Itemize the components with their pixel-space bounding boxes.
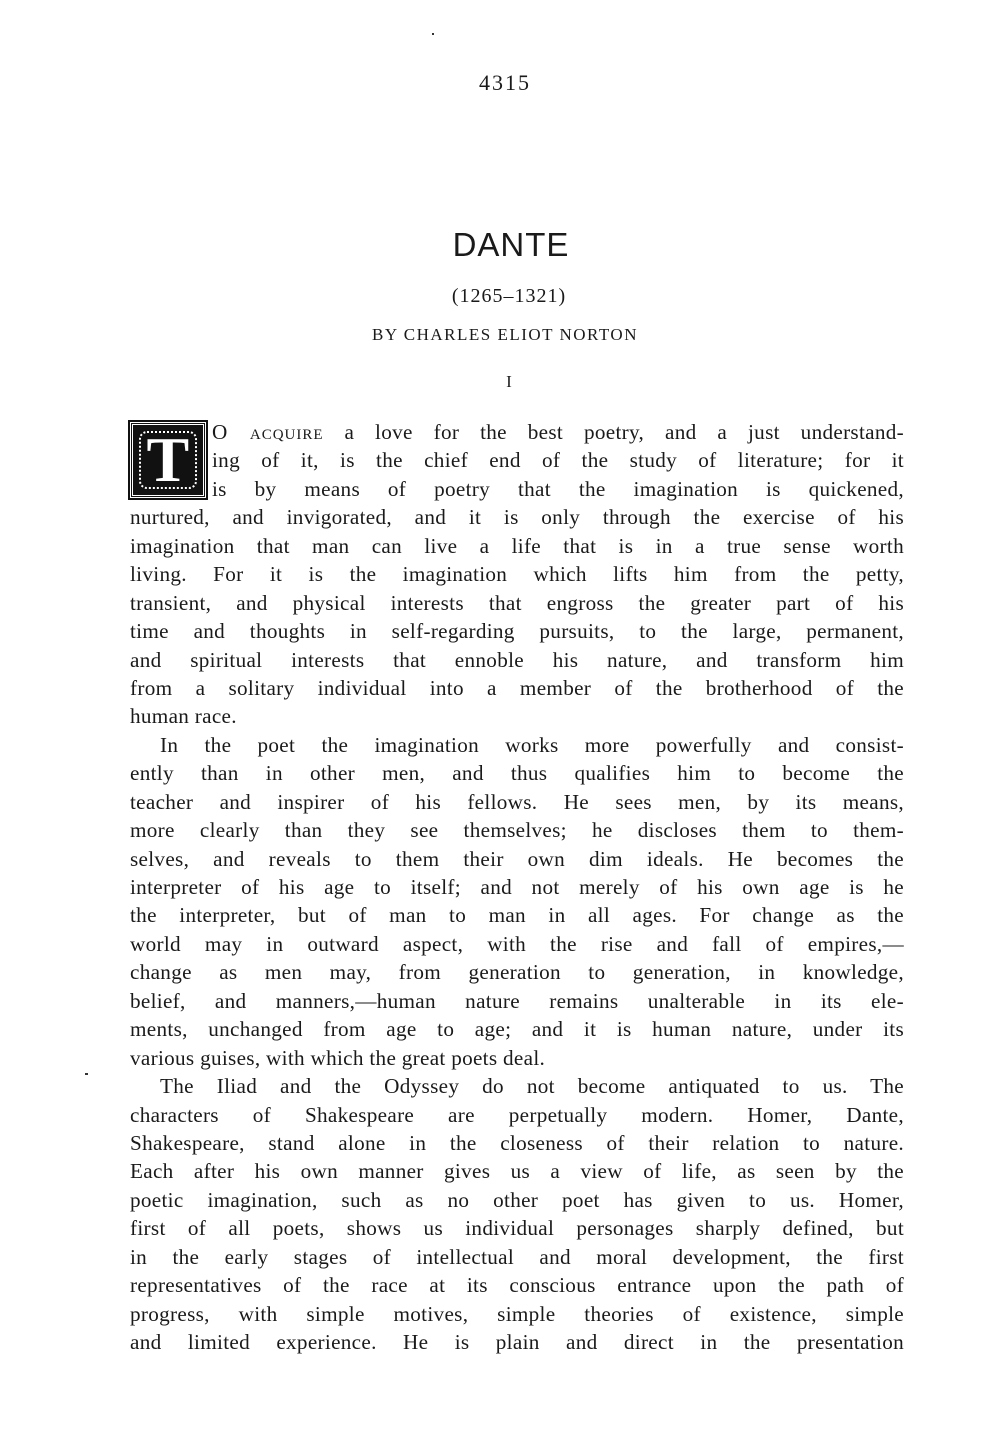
text-line: from a solitary individual into a member of the brotherhood of the: [130, 675, 904, 700]
paragraphs: [130, 418, 904, 1356]
text-line: living. For it is the imagination which lifts him from the petty,: [130, 562, 904, 587]
text-line: first of all poets, shows us individual personages sharply defined, but: [130, 1216, 904, 1241]
text-line: nurtured, and invigorated, and it is only through the exercise of his: [130, 505, 904, 530]
text-line: Shakespeare, stand alone in the closeness of their relation to nature.: [130, 1130, 904, 1155]
text-line: progress, with simple motives, simple theories of existence, simple: [130, 1301, 904, 1326]
text-line: Each after his own manner gives us a view of life, as seen by the: [130, 1159, 904, 1184]
scan-speck: [432, 33, 434, 35]
text-line: belief, and manners,—human nature remains unalterable in its ele-: [130, 988, 904, 1013]
text-line: in the early stages of intellectual and moral development, the first: [130, 1244, 904, 1269]
text-line: teacher and inspirer of his fellows. He sees men, by its means,: [130, 789, 904, 814]
scan-speck: [85, 1073, 88, 1075]
text-line: In the poet the imagination works more powerfully and consist-: [160, 732, 904, 757]
ornament-border: [139, 431, 197, 489]
text-line: more clearly than they see themselves; he discloses them to them-: [130, 818, 904, 843]
page-number: 4315: [479, 70, 531, 95]
text-line: O acquire a love for the best poetry, and a just understand-: [212, 420, 905, 444]
author-byline: BY CHARLES ELIOT NORTON: [372, 325, 638, 344]
chapter-title: DANTE: [452, 226, 570, 263]
ornamental-initial-icon: [130, 422, 206, 498]
opening-small-caps: O acquire: [212, 420, 324, 444]
text-line: representatives of the race at its conscious entrance upon the path of: [130, 1273, 904, 1298]
dropcap-letter: T: [146, 424, 190, 495]
text-line: ing of it, is the chief end of the study of literature; for it: [212, 448, 904, 473]
paragraph: [130, 731, 904, 1072]
text-line: and spiritual interests that ennoble his nature, and transform him: [130, 647, 904, 672]
text-line: selves, and reveals to them their own dim ideals. He becomes the: [130, 846, 904, 871]
text-line: human race.: [130, 704, 237, 729]
text-line: ments, unchanged from age to age; and it is human nature, under its: [130, 1017, 904, 1042]
text-line: change as men may, from generation to generation, in knowledge,: [130, 960, 904, 985]
paragraph: [130, 418, 904, 731]
text-line: ently than in other men, and thus qualifies him to become the: [130, 761, 904, 786]
text-line: world may in outward aspect, with the rise and fall of empires,—: [130, 931, 904, 956]
article-body: [130, 418, 904, 1356]
life-dates: (1265–1321): [451, 285, 567, 307]
text-line: The Iliad and the Odyssey do not become antiquated to us. The: [160, 1074, 904, 1099]
text-line: the interpreter, but of man to man in all ages. For change as the: [130, 903, 904, 928]
section-number: I: [506, 372, 512, 391]
text-line: poetic imagination, such as no other poet has given to us. Homer,: [130, 1187, 904, 1212]
text-line: is by means of poetry that the imagination is quickened,: [212, 476, 904, 501]
text-line: transient, and physical interests that engross the greater part of his: [130, 590, 904, 615]
paragraph: [130, 1072, 904, 1356]
text-line: and limited experience. He is plain and direct in the presentation: [130, 1330, 904, 1354]
text-line: interpreter of his age to itself; and not merely of his own age is he: [130, 875, 904, 899]
text-line: various guises, with which the great poets deal.: [130, 1045, 546, 1070]
text-line: time and thoughts in self-regarding pursuits, to the large, permanent,: [130, 619, 904, 644]
text-line: imagination that man can live a life that is in a true sense worth: [130, 533, 904, 558]
text-line: characters of Shakespeare are perpetually modern. Homer, Dante,: [130, 1102, 904, 1127]
